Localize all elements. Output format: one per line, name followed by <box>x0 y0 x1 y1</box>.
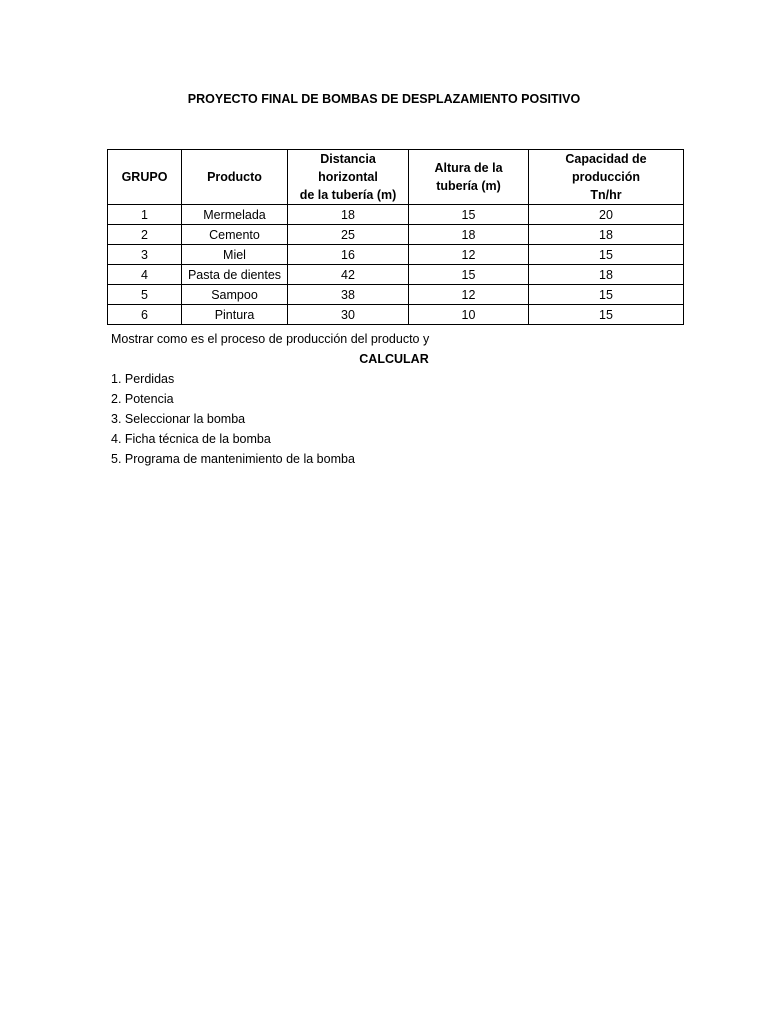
table-row <box>108 205 684 225</box>
cell-distancia: 16 <box>288 245 409 265</box>
cell-grupo: 5 <box>108 285 182 305</box>
header-altura: Altura de la tubería (m) <box>409 150 529 205</box>
cell-producto: Mermelada <box>182 205 288 225</box>
cell-altura: 12 <box>409 245 529 265</box>
cell-distancia: 25 <box>288 225 409 245</box>
table-header-row <box>108 150 684 205</box>
cell-altura: 15 <box>409 205 529 225</box>
cell-altura: 15 <box>409 265 529 285</box>
header-distancia: Distancia horizontal de la tubería (m) <box>288 150 409 205</box>
cell-producto: Miel <box>182 245 288 265</box>
project-table <box>107 149 684 325</box>
table-row <box>108 225 684 245</box>
header-producto: Producto <box>182 150 288 205</box>
list-item: 5. Programa de mantenimiento de la bomba <box>111 452 355 466</box>
cell-altura: 10 <box>409 305 529 325</box>
cell-producto: Sampoo <box>182 285 288 305</box>
cell-producto: Pasta de dientes <box>182 265 288 285</box>
cell-grupo: 2 <box>108 225 182 245</box>
cell-capacidad: 15 <box>529 285 684 305</box>
list-item: 4. Ficha técnica de la bomba <box>111 432 271 446</box>
cell-grupo: 6 <box>108 305 182 325</box>
cell-distancia: 30 <box>288 305 409 325</box>
cell-capacidad: 15 <box>529 305 684 325</box>
cell-producto: Cemento <box>182 225 288 245</box>
list-item: 2. Potencia <box>111 392 174 406</box>
cell-grupo: 4 <box>108 265 182 285</box>
cell-distancia: 42 <box>288 265 409 285</box>
cell-capacidad: 15 <box>529 245 684 265</box>
table-row <box>108 285 684 305</box>
cell-capacidad: 18 <box>529 225 684 245</box>
list-item: 3. Seleccionar la bomba <box>111 412 246 426</box>
table-row <box>108 305 684 325</box>
list-item: 1. Perdidas <box>111 372 175 386</box>
header-capacidad: Capacidad de producción Tn/hr <box>529 150 684 205</box>
cell-grupo: 1 <box>108 205 182 225</box>
cell-grupo: 3 <box>108 245 182 265</box>
intro-text: Mostrar como es el proceso de producción del producto y <box>111 332 430 346</box>
calc-heading: CALCULAR <box>359 352 429 366</box>
task-list <box>111 371 355 471</box>
page-title: PROYECTO FINAL DE BOMBAS DE DESPLAZAMIENTO POSITIVO <box>187 92 581 106</box>
cell-capacidad: 20 <box>529 205 684 225</box>
cell-producto: Pintura <box>182 305 288 325</box>
cell-distancia: 18 <box>288 205 409 225</box>
cell-altura: 12 <box>409 285 529 305</box>
table-row <box>108 245 684 265</box>
cell-distancia: 38 <box>288 285 409 305</box>
cell-capacidad: 18 <box>529 265 684 285</box>
cell-altura: 18 <box>409 225 529 245</box>
table-row <box>108 265 684 285</box>
header-grupo: GRUPO <box>108 150 182 205</box>
